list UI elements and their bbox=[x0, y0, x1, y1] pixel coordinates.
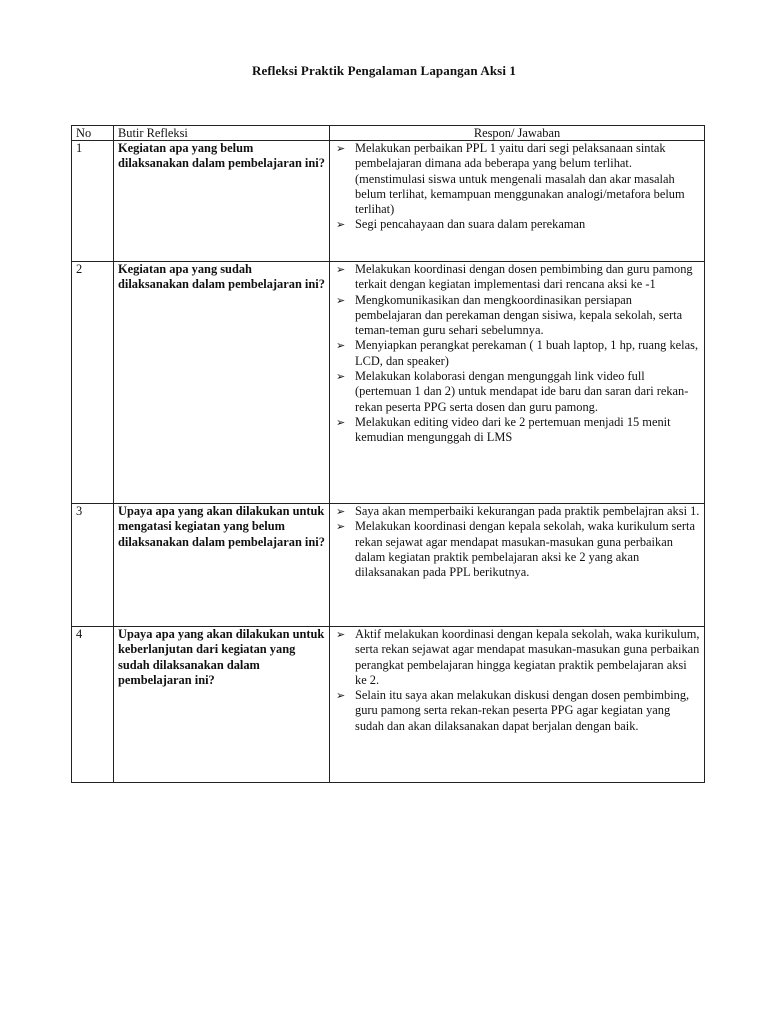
answer-item bbox=[334, 338, 700, 369]
answer-item bbox=[334, 415, 700, 446]
answer-text: Melakukan koordinasi dengan kepala sekolah, waka kurikulum serta rekan sejawat agar mendapat masukan-masukan guna perbaikan dalam kegiatan praktik pembelajaran aksi ke 2 yang akan dilaksanakan pada PPL berikutnya. bbox=[355, 519, 695, 580]
arrow-bullet-icon: ➢ bbox=[336, 628, 346, 641]
row-number: 2 bbox=[72, 262, 114, 504]
answer-item bbox=[334, 293, 700, 339]
row-response bbox=[330, 504, 705, 627]
answer-text: Mengkomunikasikan dan mengkoordinasikan persiapan pembelajaran dan perekaman dengan sisiwa, kepala sekolah, serta teman-teman guru sehari sebelumnya. bbox=[355, 292, 683, 338]
arrow-bullet-icon: ➢ bbox=[336, 505, 346, 518]
answer-text: Melakukan editing video dari ke 2 pertemuan menjadi 15 menit kemudian mengunggah di LMS bbox=[355, 414, 671, 445]
answer-text: Aktif melakukan koordinasi dengan kepala sekolah, waka kurikulum, serta rekan sejawat agar mendapat masukan-masukan guna perbaikan perangkat pembelajaran hingga kegiatan praktik pembelajaran aksi ke 2. bbox=[355, 627, 700, 687]
row-number: 4 bbox=[72, 627, 114, 783]
header-question: Butir Refleksi bbox=[114, 126, 330, 141]
arrow-bullet-icon: ➢ bbox=[336, 339, 346, 353]
row-question: Kegiatan apa yang belum dilaksanakan dalam pembelajaran ini? bbox=[114, 141, 330, 262]
row-response bbox=[330, 141, 705, 262]
answer-item bbox=[334, 504, 700, 519]
arrow-bullet-icon: ➢ bbox=[336, 520, 346, 534]
answer-item bbox=[334, 688, 700, 734]
arrow-bullet-icon: ➢ bbox=[336, 689, 346, 703]
row-number: 3 bbox=[72, 504, 114, 627]
reflection-table bbox=[71, 125, 705, 783]
row-number: 1 bbox=[72, 141, 114, 262]
arrow-bullet-icon: ➢ bbox=[336, 370, 346, 384]
answer-text: Selain itu saya akan melakukan diskusi dengan dosen pembimbing, guru pamong serta rekan-rekan peserta PPG agar kegiatan yang sudah dan akan dilaksanakan dapat berjalan dengan baik. bbox=[355, 688, 690, 733]
answer-item bbox=[334, 519, 700, 580]
row-question: Kegiatan apa yang sudah dilaksanakan dalam pembelajaran ini? bbox=[114, 262, 330, 504]
answer-item bbox=[334, 141, 700, 217]
table-row bbox=[72, 627, 705, 783]
arrow-bullet-icon: ➢ bbox=[336, 415, 346, 429]
answer-text: Melakukan perbaikan PPL 1 yaitu dari segi pelaksanaan sintak pembelajaran dimana ada beberapa yang belum terlihat. (menstimulasi siswa untuk mengenali masalah dan akar masalah belum terlihat, kemampuan menggunakan analogi/metafora belum terlihat) bbox=[355, 141, 685, 217]
row-response bbox=[330, 627, 705, 783]
answer-text: Saya akan memperbaiki kekurangan pada praktik pembelajran aksi 1. bbox=[355, 504, 700, 518]
answer-text: Melakukan koordinasi dengan dosen pembimbing dan guru pamong terkait dengan kegiatan implementasi dari rencana aksi ke -1 bbox=[355, 262, 693, 292]
answer-text: Melakukan kolaborasi dengan mengunggah link video full (pertemuan 1 dan 2) untuk mendapat ide baru dan saran dari rekan-rekan peserta PPG serta dosen dan guru pamong. bbox=[355, 369, 689, 414]
answer-text: Menyiapkan perangkat perekaman ( 1 buah laptop, 1 hp, ruang kelas, LCD, dan speaker) bbox=[355, 338, 699, 368]
table-row bbox=[72, 141, 705, 262]
answer-item bbox=[334, 217, 700, 232]
arrow-bullet-icon: ➢ bbox=[336, 142, 346, 155]
row-question: Upaya apa yang akan dilakukan untuk mengatasi kegiatan yang belum dilaksanakan dalam pembelajaran ini? bbox=[114, 504, 330, 627]
header-no: No bbox=[72, 126, 114, 141]
row-response bbox=[330, 262, 705, 504]
arrow-bullet-icon: ➢ bbox=[336, 263, 346, 276]
answer-item bbox=[334, 262, 700, 293]
header-response: Respon/ Jawaban bbox=[330, 126, 705, 141]
arrow-bullet-icon: ➢ bbox=[336, 218, 346, 232]
table-header-row bbox=[72, 126, 705, 141]
page-title: Refleksi Praktik Pengalaman Lapangan Aksi 1 bbox=[252, 63, 516, 78]
answer-item bbox=[334, 369, 700, 415]
row-question: Upaya apa yang akan dilakukan untuk keberlanjutan dari kegiatan yang sudah dilaksanakan dalam pembelajaran ini? bbox=[114, 627, 330, 783]
answer-text: Segi pencahayaan dan suara dalam perekaman bbox=[355, 217, 586, 232]
table-row bbox=[72, 504, 705, 627]
arrow-bullet-icon: ➢ bbox=[336, 293, 346, 307]
answer-item bbox=[334, 627, 700, 688]
table-row bbox=[72, 262, 705, 504]
